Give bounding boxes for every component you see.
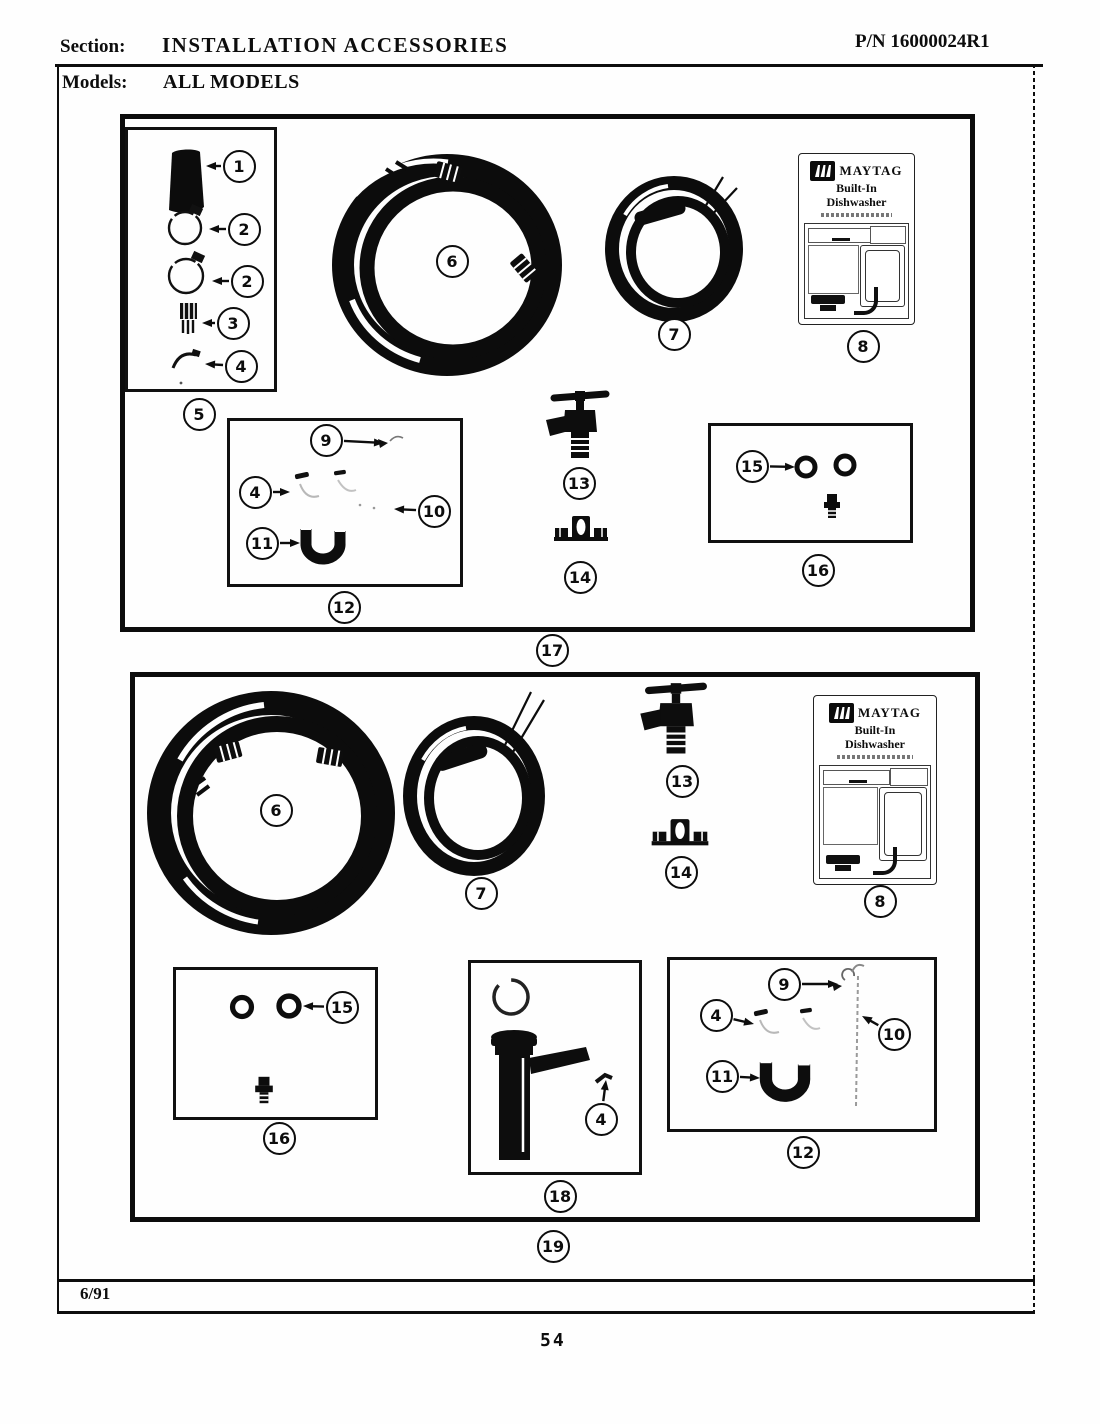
callout-4: 4 — [225, 350, 258, 383]
callout-9: 9 — [768, 968, 801, 1001]
callout-19: 19 — [537, 1230, 570, 1263]
callout-4: 4 — [585, 1103, 618, 1136]
callout-arrowhead — [202, 319, 212, 327]
callout-15: 15 — [326, 991, 359, 1024]
section-title: INSTALLATION ACCESSORIES — [162, 33, 509, 57]
callout-18: 18 — [544, 1180, 577, 1213]
callout-6: 6 — [260, 794, 293, 827]
literature-title-line2: Dishwasher — [844, 737, 905, 752]
callout-7: 7 — [658, 318, 691, 351]
callout-9: 9 — [310, 424, 343, 457]
callout-13: 13 — [666, 765, 699, 798]
callout-12: 12 — [328, 591, 361, 624]
callout-arrowhead — [785, 463, 795, 471]
page-number: 54 — [540, 1330, 566, 1351]
callout-11: 11 — [706, 1060, 739, 1093]
part-number: P/N 16000024R1 — [855, 31, 990, 52]
callout-1: 1 — [223, 150, 256, 183]
literature-brand: MAYTAG — [857, 705, 922, 720]
callout-12: 12 — [787, 1136, 820, 1169]
callout-arrowhead — [212, 277, 222, 285]
callout-arrowhead — [374, 438, 384, 446]
callout-4: 4 — [239, 476, 272, 509]
callout-15: 15 — [736, 450, 769, 483]
callout-14: 14 — [564, 561, 597, 594]
callout-10: 10 — [418, 495, 451, 528]
callout-arrowhead — [828, 980, 838, 988]
callout-17: 17 — [536, 634, 569, 667]
callout-2: 2 — [231, 265, 264, 298]
callout-6: 6 — [436, 245, 469, 278]
section-label: Section: — [60, 36, 126, 57]
callout-8: 8 — [864, 885, 897, 918]
models-value: ALL MODELS — [163, 71, 300, 93]
callout-arrowhead — [290, 539, 300, 547]
callout-arrowhead — [394, 506, 404, 514]
callout-arrowhead — [303, 1002, 313, 1010]
literature-brand: MAYTAG — [839, 163, 903, 178]
callout-4: 4 — [700, 999, 733, 1032]
callout-arrowhead — [601, 1080, 609, 1090]
callout-arrowhead — [862, 1016, 873, 1024]
callout-arrowhead — [205, 361, 215, 369]
callout-13: 13 — [563, 467, 596, 500]
callout-5: 5 — [183, 398, 216, 431]
literature-title-line1: Built-In — [854, 723, 896, 737]
models-label: Models: — [62, 72, 128, 93]
callout-7: 7 — [465, 877, 498, 910]
literature-title-line2: Dishwasher — [826, 195, 887, 210]
callout-arrow — [344, 441, 378, 443]
callout-8: 8 — [847, 330, 880, 363]
footer-date: 6/91 — [80, 1284, 111, 1303]
callout-14: 14 — [665, 856, 698, 889]
callout-10: 10 — [878, 1018, 911, 1051]
callout-arrowhead — [209, 225, 219, 233]
callout-16: 16 — [802, 554, 835, 587]
literature-title-line1: Built-In — [836, 181, 877, 195]
callout-arrowhead — [280, 488, 290, 496]
callout-arrowhead — [743, 1018, 754, 1026]
callout-3: 3 — [217, 307, 250, 340]
callout-16: 16 — [263, 1122, 296, 1155]
callout-arrowhead — [206, 162, 216, 170]
callout-11: 11 — [246, 527, 279, 560]
callout-2: 2 — [228, 213, 261, 246]
callout-arrowhead — [750, 1073, 760, 1081]
